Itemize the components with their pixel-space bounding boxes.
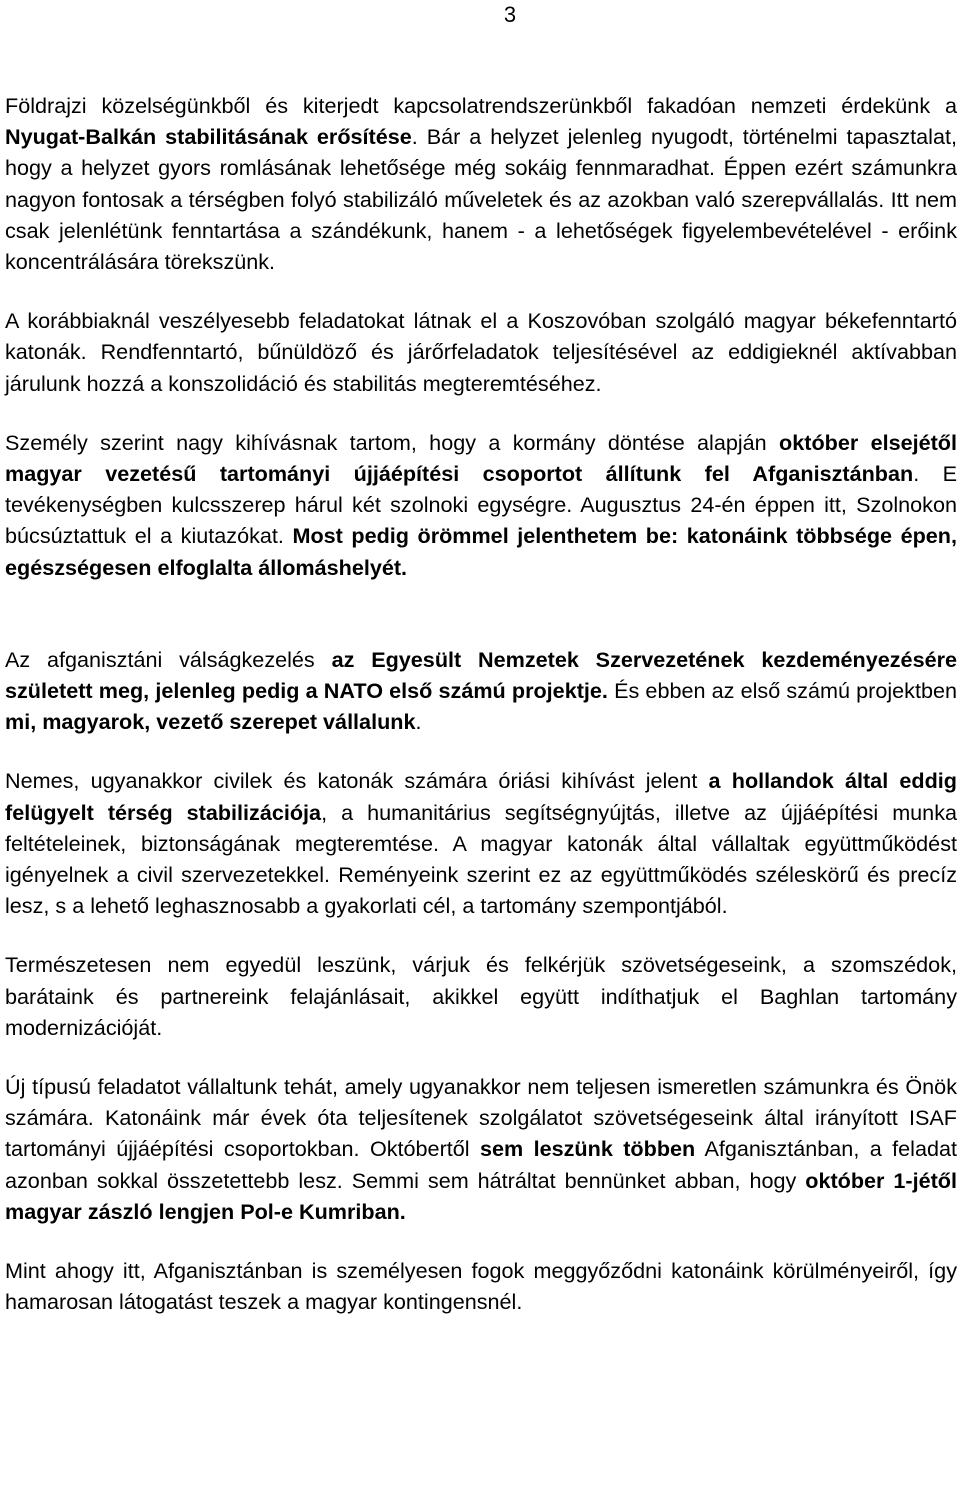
bold-text-segment: mi, magyarok, vezető szerepet vállalunk (5, 709, 416, 735)
text-segment: A korábbiaknál veszélyesebb feladatokat látnak el a Koszovóban szolgáló magyar békefenntartó katonák. Rendfenntartó, bűnüldöző és járőrfeladatok teljesítésével az eddigieknél aktívabban járulunk hozzá a konszolidáció és stabilitás megteremtéséhez. (5, 308, 957, 396)
document-body (5, 90, 957, 1346)
bold-text-segment: sem leszünk többen (479, 1136, 696, 1162)
bold-text-segment: október 1-jétől magyar zászló lengjen Pol-e Kumriban. (5, 1167, 958, 1224)
text-segment: Mint ahogy itt, Afganisztánban is személyesen fogok meggyőződni katonáink körülményeiről, így hamarosan látogatást teszek a magyar kontingensnél. (5, 1258, 957, 1315)
text-segment: Természetesen nem egyedül leszünk, várjuk és felkérjük szövetségeseink, a szomszédok, barátaink és partnereink felajánlásait, akikkel együtt indíthatjuk el Baghlan tartomány modernizációját. (5, 952, 957, 1040)
bold-text-segment: október elsejétől magyar vezetésű tartományi újjáépítési csoportot állítunk fel Afganisztánban (5, 429, 957, 487)
paragraph (5, 1071, 957, 1227)
text-segment: És ebben az első számú projektben (607, 678, 958, 704)
text-segment: Az afganisztáni válságkezelés (5, 646, 332, 672)
bold-text-segment: Nyugat-Balkán stabilitásának erősítése (5, 124, 412, 150)
page-number: 3 (503, 2, 517, 27)
paragraph (5, 305, 957, 399)
bold-text-segment: Most pedig örömmel jelenthetem be: katonáink többsége épen, egészségesen elfoglalta állomáshelyét. (5, 523, 957, 580)
bold-text-segment: a hollandok által eddig felügyelt térség stabilizációja (5, 768, 957, 825)
text-segment: , a humanitárius segítségnyújtás, illetve az újjáépítési munka feltételeinek, biztonságának megteremtése. A magyar katonák által vállaltak együttműködést igényelnek a civil szervezetekkel. Reményeink szerint ez az együttműködés széleskörű és precíz lesz, s a lehető leghasznosabb a gyakorlati cél, a tartomány szempontjából. (5, 799, 958, 919)
text-segment: . Bár a helyzet jelenleg nyugodt, történelmi tapasztalat, hogy a helyzet gyors romlásának lehetősége még sokáig fennmaradhat. Éppen ezért számunkra nagyon fontosak a térségben folyó stabilizáló műveletek és az azokban való szerepvállalás. Itt nem csak jelenlétünk fenntartása a szándékunk, hanem - a lehetőségek figyelembevételével - erőink koncentrálására törekszünk. (5, 124, 957, 275)
text-segment: . E tevékenységben kulcsszerep hárul két szolnoki egységre. Augusztus 24-én éppen itt, Szolnokon búcsúztattuk el a kiutazókat. (5, 461, 958, 549)
paragraph (5, 765, 957, 921)
paragraph (5, 644, 957, 738)
paragraph (5, 427, 957, 583)
text-segment: Földrajzi közelségünkből és kiterjedt kapcsolatrendszerünkből fakadóan nemzeti érdekünk a (5, 93, 957, 118)
paragraph (5, 90, 957, 277)
text-segment: Afganisztánban, a feladat azonban sokkal összetettebb lesz. Semmi sem hátráltat bennünket abban, hogy (5, 1136, 957, 1193)
bold-text-segment: az Egyesült Nemzetek Szervezetének kezdeményezésére született meg, jelenleg pedig a NATO első számú projektje. (5, 646, 958, 704)
text-segment: Új típusú feladatot vállaltunk tehát, amely ugyanakkor nem teljesen ismeretlen számunkra és Önök számára. Katonáink már évek óta teljesítenek szolgálatot szövetségeseink által irányított ISAF tartományi újjáépítési csoportokban. Októbertől (5, 1074, 957, 1162)
paragraph (5, 1255, 957, 1317)
text-segment: Személy szerint nagy kihívásnak tartom, hogy a kormány döntése alapján (5, 429, 780, 455)
text-segment: Nemes, ugyanakkor civilek és katonák számára óriási kihívást jelent (5, 768, 709, 794)
paragraph (5, 949, 957, 1043)
text-segment: . (415, 709, 422, 735)
